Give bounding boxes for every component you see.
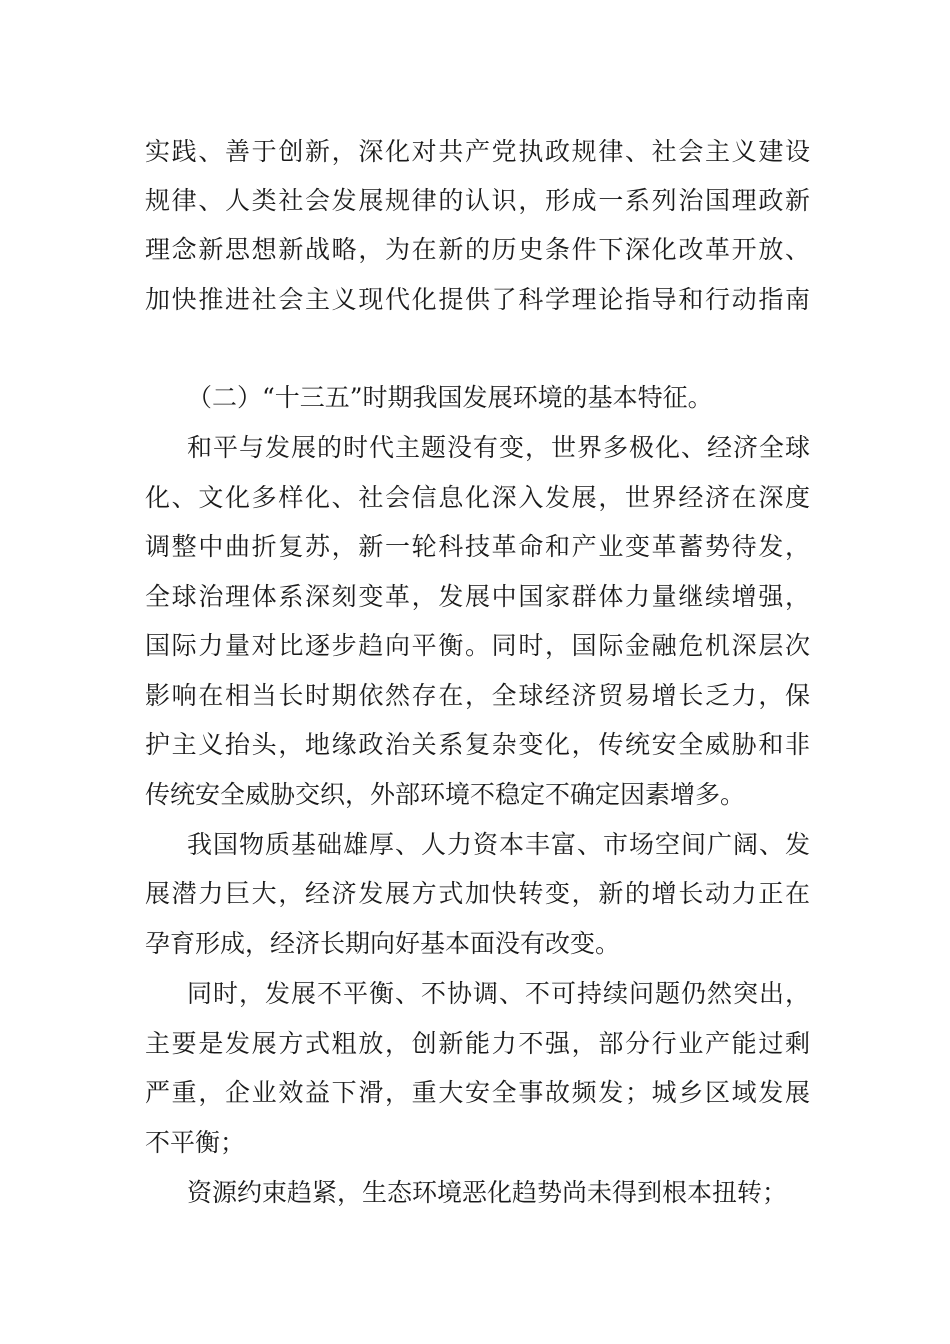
body-text-line: 我国物质基础雄厚、人力资本丰富、市场空间广阔、发: [187, 830, 810, 859]
body-text-line: 同时，发展不平衡、不协调、不可持续问题仍然突出，: [187, 979, 810, 1008]
body-text-line: 资源约束趋紧，生态环境恶化趋势尚未得到根本扭转；: [187, 1178, 788, 1207]
body-text-line: 传统安全威胁交织，外部环境不稳定不确定因素增多。: [145, 780, 746, 809]
body-text-line: 规律、人类社会发展规律的认识，形成一系列治国理政新: [145, 186, 810, 215]
body-text-line: 孕育形成，经济长期向好基本面没有改变。: [145, 929, 621, 958]
section-heading: （二）“十三五”时期我国发展环境的基本特征。: [187, 383, 713, 412]
body-text-line: 影响在相当长时期依然存在，全球经济贸易增长乏力，保: [145, 681, 810, 710]
body-text-line: 实践、善于创新，深化对共产党执政规律、社会主义建设: [145, 137, 810, 166]
body-text-line: 不平衡；: [145, 1128, 246, 1157]
body-text-line: 主要是发展方式粗放，创新能力不强，部分行业产能过剩: [145, 1029, 810, 1058]
body-text-line: 严重，企业效益下滑，重大安全事故频发；城乡区域发展: [145, 1078, 810, 1107]
body-text-line: 调整中曲折复苏，新一轮科技革命和产业变革蓄势待发，: [145, 532, 810, 561]
body-text-line: 展潜力巨大，经济发展方式加快转变，新的增长动力正在: [145, 879, 810, 908]
body-text-line: 和平与发展的时代主题没有变，世界多极化、经济全球: [187, 433, 810, 462]
body-text-line: 护主义抬头，地缘政治关系复杂变化，传统安全威胁和非: [145, 730, 810, 759]
body-text-line: 全球治理体系深刻变革，发展中国家群体力量继续增强，: [145, 582, 810, 611]
body-text-line: 国际力量对比逐步趋向平衡。同时，国际金融危机深层次: [145, 631, 810, 660]
body-text-line: 加快推进社会主义现代化提供了科学理论指导和行动指南: [145, 285, 810, 314]
body-text-line: 化、文化多样化、社会信息化深入发展，世界经济在深度: [145, 483, 810, 512]
body-text-line: 理念新思想新战略，为在新的历史条件下深化改革开放、: [145, 235, 810, 264]
